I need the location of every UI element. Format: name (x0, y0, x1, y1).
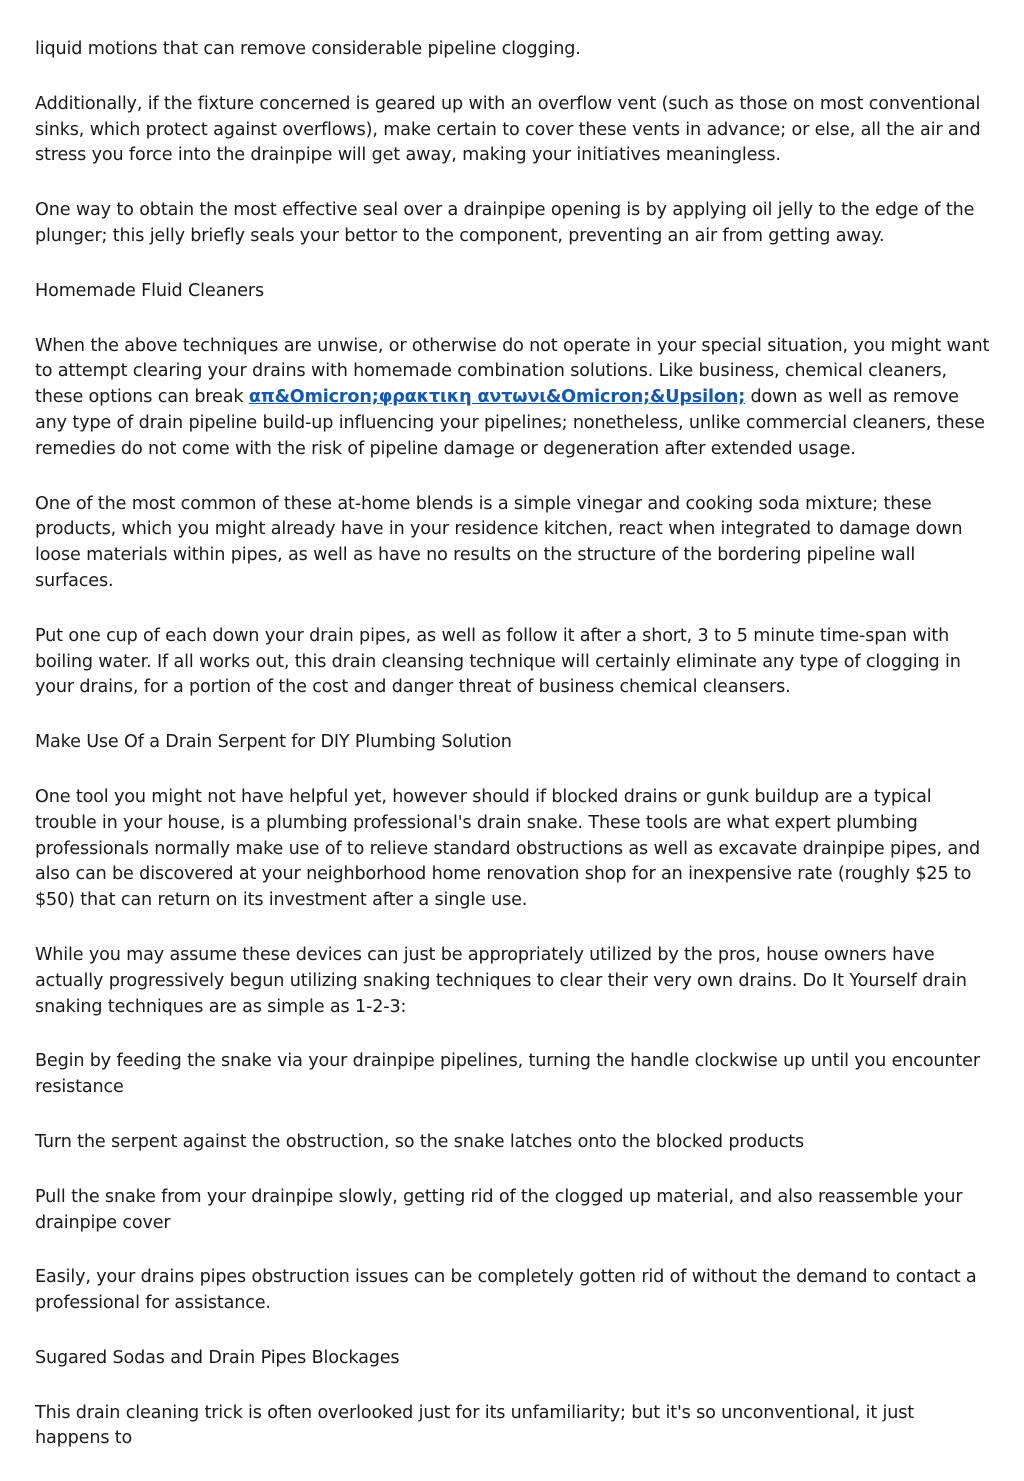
paragraph: While you may assume these devices can just be appropriately utilized by the pros, house owners have actually progressively begun utilizing snaking techniques to clear their very own drains. Do It Yourself drain snaking techniques are as simple as 1-2-3: (35, 944, 967, 1017)
paragraph: One way to obtain the most effective seal over a drainpipe opening is by applying oil jelly to the edge of the plunger; this jelly briefly seals your bettor to the component, preventing an air from getting away. (35, 200, 975, 246)
paragraph: One of the most common of these at-home blends is a simple vinegar and cooking soda mixture; these products, which you might already have in your residence kitchen, react when integrated to damage down loose materials within pipes, as well as have no results on the structure of the bordering pipeline wall surfaces. (35, 493, 963, 591)
paragraph-text: When the above techniques are unwise, or otherwise do not operate in your special situation, you might want to attempt clearing your drains with homemade combination solutions. Like business, chemical cleaners, these options can break (35, 335, 990, 408)
paragraph-with-link (35, 334, 993, 463)
section-heading: Make Use Of a Drain Serpent for DIY Plumbing Solution (35, 732, 512, 753)
paragraph: Additionally, if the fixture concerned is geared up with an overflow vent (such as those on most conventional sinks, which protect against overflows), make certain to cover these vents in advance; or else, all the air and stress you force into the drainpipe will get away, making your initiatives meaningless. (35, 93, 981, 166)
section-heading: Sugared Sodas and Drain Pipes Blockages (35, 1347, 400, 1368)
paragraph-text: down as well as remove any type of drain pipeline build-up influencing your pipelines; nonetheless, unlike commercial cleaners, these remedies do not come with the risk of pipeline damage or degeneration after extended usage. (35, 387, 985, 459)
paragraph: Begin by feeding the snake via your drainpipe pipelines, turning the handle clockwise up until you encounter resistance (35, 1051, 980, 1098)
paragraph: liquid motions that can remove considerable pipeline clogging. (35, 39, 581, 59)
document-body (35, 37, 993, 1481)
inline-link[interactable]: απ&Omicron;φρακτικη αντωνι&Omicron;&Upsilon; (248, 387, 746, 408)
paragraph: Put one cup of each down your drain pipes, as well as follow it after a short, 3 to 5 minute time-span with boiling water. If all works out, this drain cleansing technique will certainly eliminate any type of clogging in your drains, for a portion of the cost and danger threat of business chemical cleansers. (35, 625, 961, 698)
paragraph: Easily, your drains pipes obstruction issues can be completely gotten rid of without the demand to contact a professional for assistance. (35, 1267, 977, 1314)
paragraph: One tool you might not have helpful yet, however should if blocked drains or gunk buildup are a typical trouble in your house, is a plumbing professional's drain snake. These tools are what expert plumbing professionals normally make use of to relieve standard obstructions as well as excavate drainpipe pipes, and also can be discovered at your neighborhood home renovation shop for an inexpensive rate (roughly $25 to $50) that can return on its investment after a single use. (35, 786, 980, 911)
paragraph: Pull the snake from your drainpipe slowly, getting rid of the clogged up material, and also reassemble your drainpipe cover (35, 1186, 963, 1233)
paragraph: Turn the serpent against the obstruction, so the snake latches onto the blocked products (35, 1131, 804, 1152)
paragraph: This drain cleaning trick is often overlooked just for its unfamiliarity; but it's so unconventional, it just happens to (35, 1402, 915, 1449)
section-heading: Homemade Fluid Cleaners (35, 280, 264, 301)
